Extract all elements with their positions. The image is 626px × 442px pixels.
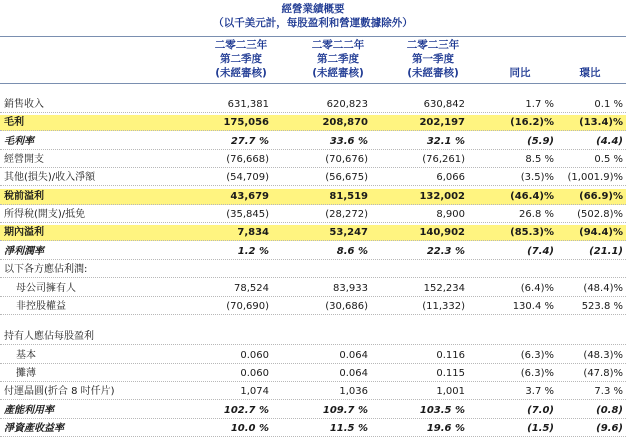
table-row <box>0 115 626 131</box>
col-header-q2-2023 <box>210 38 272 80</box>
row-value: 26.8 % <box>519 209 554 220</box>
row-value: 0.064 <box>339 368 368 379</box>
row-label: 銷售收入 <box>4 99 44 110</box>
row-value: 631,381 <box>227 99 269 110</box>
row-value: 43,679 <box>230 191 269 202</box>
row-value: 202,197 <box>419 117 465 128</box>
row-value: (6.3)% <box>520 350 554 361</box>
row-value: (5.9) <box>527 136 554 147</box>
col-header-line: 第二季度 <box>220 53 262 65</box>
row-label: 毛利率 <box>4 136 34 147</box>
row-value: (66.9)% <box>579 191 623 202</box>
row-value: 32.1 % <box>426 136 465 147</box>
row-value: (7.0) <box>527 405 554 416</box>
row-label: 所得稅(開支)/抵免 <box>4 209 86 220</box>
col-header-line: 同比 <box>509 67 531 79</box>
col-header-q1-2023 <box>402 38 464 80</box>
row-value: 0.115 <box>436 368 465 379</box>
row-value: 208,870 <box>322 117 368 128</box>
row-label: 攤薄 <box>16 368 36 379</box>
row-value: 523.8 % <box>581 301 623 312</box>
table-row <box>0 329 626 345</box>
row-value: (0.8) <box>596 405 623 416</box>
row-value: 132,002 <box>419 191 465 202</box>
col-header-line: 第一季度 <box>412 53 454 65</box>
row-value: (1,001.9)% <box>567 172 623 183</box>
row-label: 以下各方應佔利潤: <box>4 264 88 275</box>
row-label: 基本 <box>16 350 36 361</box>
header-rule-top <box>0 36 626 37</box>
table-row <box>0 384 626 400</box>
row-value: 0.064 <box>339 350 368 361</box>
col-header-line: 二零二三年 <box>406 39 460 51</box>
table-row <box>0 403 626 419</box>
row-value: 19.6 % <box>426 423 465 434</box>
row-value: (85.3)% <box>510 227 554 238</box>
row-value: (16.2)% <box>510 117 554 128</box>
row-value: (6.3)% <box>520 368 554 379</box>
row-label: 其他(損失)/收入淨額 <box>4 172 96 183</box>
row-value: (48.4)% <box>583 283 623 294</box>
title-text: 經營業績概要 <box>281 3 345 15</box>
table-row <box>0 281 626 297</box>
row-value: (76,261) <box>422 154 465 165</box>
row-value: (11,332) <box>422 301 465 312</box>
table-row <box>0 244 626 260</box>
subtitle-text: （以千美元計，每股盈利和營運數據除外） <box>213 17 413 29</box>
row-value: (47.8)% <box>583 368 623 379</box>
row-value: 175,056 <box>223 117 269 128</box>
row-value: 140,902 <box>419 227 465 238</box>
row-label: 淨資產收益率 <box>4 423 64 434</box>
row-label: 稅前溢利 <box>4 191 44 202</box>
col-header-line: 二零二三年 <box>214 39 268 51</box>
col-header-line: 二零二二年 <box>311 39 365 51</box>
row-value: (56,675) <box>325 172 368 183</box>
row-value: 1.7 % <box>525 99 554 110</box>
col-header-line: (未經審核) <box>215 67 267 79</box>
row-value: (76,668) <box>226 154 269 165</box>
row-value: 7.3 % <box>594 386 623 397</box>
row-value: 103.5 % <box>419 405 465 416</box>
row-value: 0.1 % <box>594 99 623 110</box>
row-value: (6.4)% <box>520 283 554 294</box>
row-value: 8.6 % <box>336 246 368 257</box>
row-value: 130.4 % <box>512 301 554 312</box>
table-row <box>0 299 626 315</box>
row-value: 0.060 <box>240 350 269 361</box>
row-label: 持有人應佔每股盈利 <box>4 331 94 342</box>
row-value: (13.4)% <box>579 117 623 128</box>
row-label: 付運晶圓(折合 8 吋仟片) <box>4 386 115 397</box>
row-value: 3.7 % <box>525 386 554 397</box>
row-value: 630,842 <box>423 99 465 110</box>
row-value: 1,036 <box>339 386 368 397</box>
row-value: 102.7 % <box>223 405 269 416</box>
row-value: (48.3)% <box>583 350 623 361</box>
row-value: 78,524 <box>234 283 269 294</box>
row-divider <box>0 277 626 278</box>
table-row <box>0 262 626 278</box>
table-title <box>0 2 626 30</box>
row-label: 期內溢利 <box>4 227 44 238</box>
table-row <box>0 348 626 364</box>
row-value: (54,709) <box>226 172 269 183</box>
row-value: 152,234 <box>423 283 465 294</box>
row-value: 33.6 % <box>329 136 368 147</box>
row-value: (70,676) <box>325 154 368 165</box>
row-value: (35,845) <box>226 209 269 220</box>
row-value: 27.7 % <box>230 136 269 147</box>
row-value: 1,074 <box>240 386 269 397</box>
row-value: (4.4) <box>596 136 623 147</box>
row-value: (1.5) <box>527 423 554 434</box>
row-value: 83,933 <box>333 283 368 294</box>
row-value: 620,823 <box>326 99 368 110</box>
row-value: 8,900 <box>436 209 465 220</box>
row-value: (94.4)% <box>579 227 623 238</box>
row-value: 1.2 % <box>237 246 269 257</box>
row-label: 產能利用率 <box>4 405 54 416</box>
row-value: 0.5 % <box>594 154 623 165</box>
table-row <box>0 189 626 205</box>
row-value: 6,066 <box>436 172 465 183</box>
row-value: (502.8)% <box>577 209 623 220</box>
row-value: 11.5 % <box>329 423 368 434</box>
row-value: (30,686) <box>325 301 368 312</box>
row-value: 0.116 <box>436 350 465 361</box>
row-value: (3.5)% <box>520 172 554 183</box>
row-label: 經營開支 <box>4 154 44 165</box>
col-header-line: (未經審核) <box>407 67 459 79</box>
table-row <box>0 152 626 168</box>
row-value: 53,247 <box>329 227 368 238</box>
table-row <box>0 170 626 186</box>
row-value: (28,272) <box>325 209 368 220</box>
row-value: (7.4) <box>527 246 554 257</box>
row-value: (9.6) <box>596 423 623 434</box>
table-row <box>0 207 626 223</box>
row-value: (21.1) <box>589 246 623 257</box>
row-value: 81,519 <box>329 191 368 202</box>
row-label: 毛利 <box>4 117 24 128</box>
row-label: 淨利潤率 <box>4 246 44 257</box>
table-row <box>0 97 626 113</box>
row-value: 109.7 % <box>322 405 368 416</box>
row-label: 非控股權益 <box>16 301 66 312</box>
row-value: 10.0 % <box>230 423 269 434</box>
col-header-yoy <box>500 66 540 80</box>
row-value: (46.4)% <box>510 191 554 202</box>
row-value: 1,001 <box>436 386 465 397</box>
col-header-q2-2022 <box>307 38 369 80</box>
row-value: (70,690) <box>226 301 269 312</box>
col-header-line: 第二季度 <box>317 53 359 65</box>
header-rule-bottom <box>0 83 626 84</box>
col-header-line: 環比 <box>579 67 601 79</box>
table-row <box>0 421 626 437</box>
row-value: 0.060 <box>240 368 269 379</box>
table-row <box>0 366 626 382</box>
row-value: 7,834 <box>237 227 269 238</box>
col-header-line: (未經審核) <box>312 67 364 79</box>
table-row <box>0 225 626 241</box>
row-value: 8.5 % <box>525 154 554 165</box>
row-label: 母公司擁有人 <box>16 283 76 294</box>
row-value: 22.3 % <box>426 246 465 257</box>
col-header-qoq <box>570 66 610 80</box>
table-row <box>0 134 626 150</box>
